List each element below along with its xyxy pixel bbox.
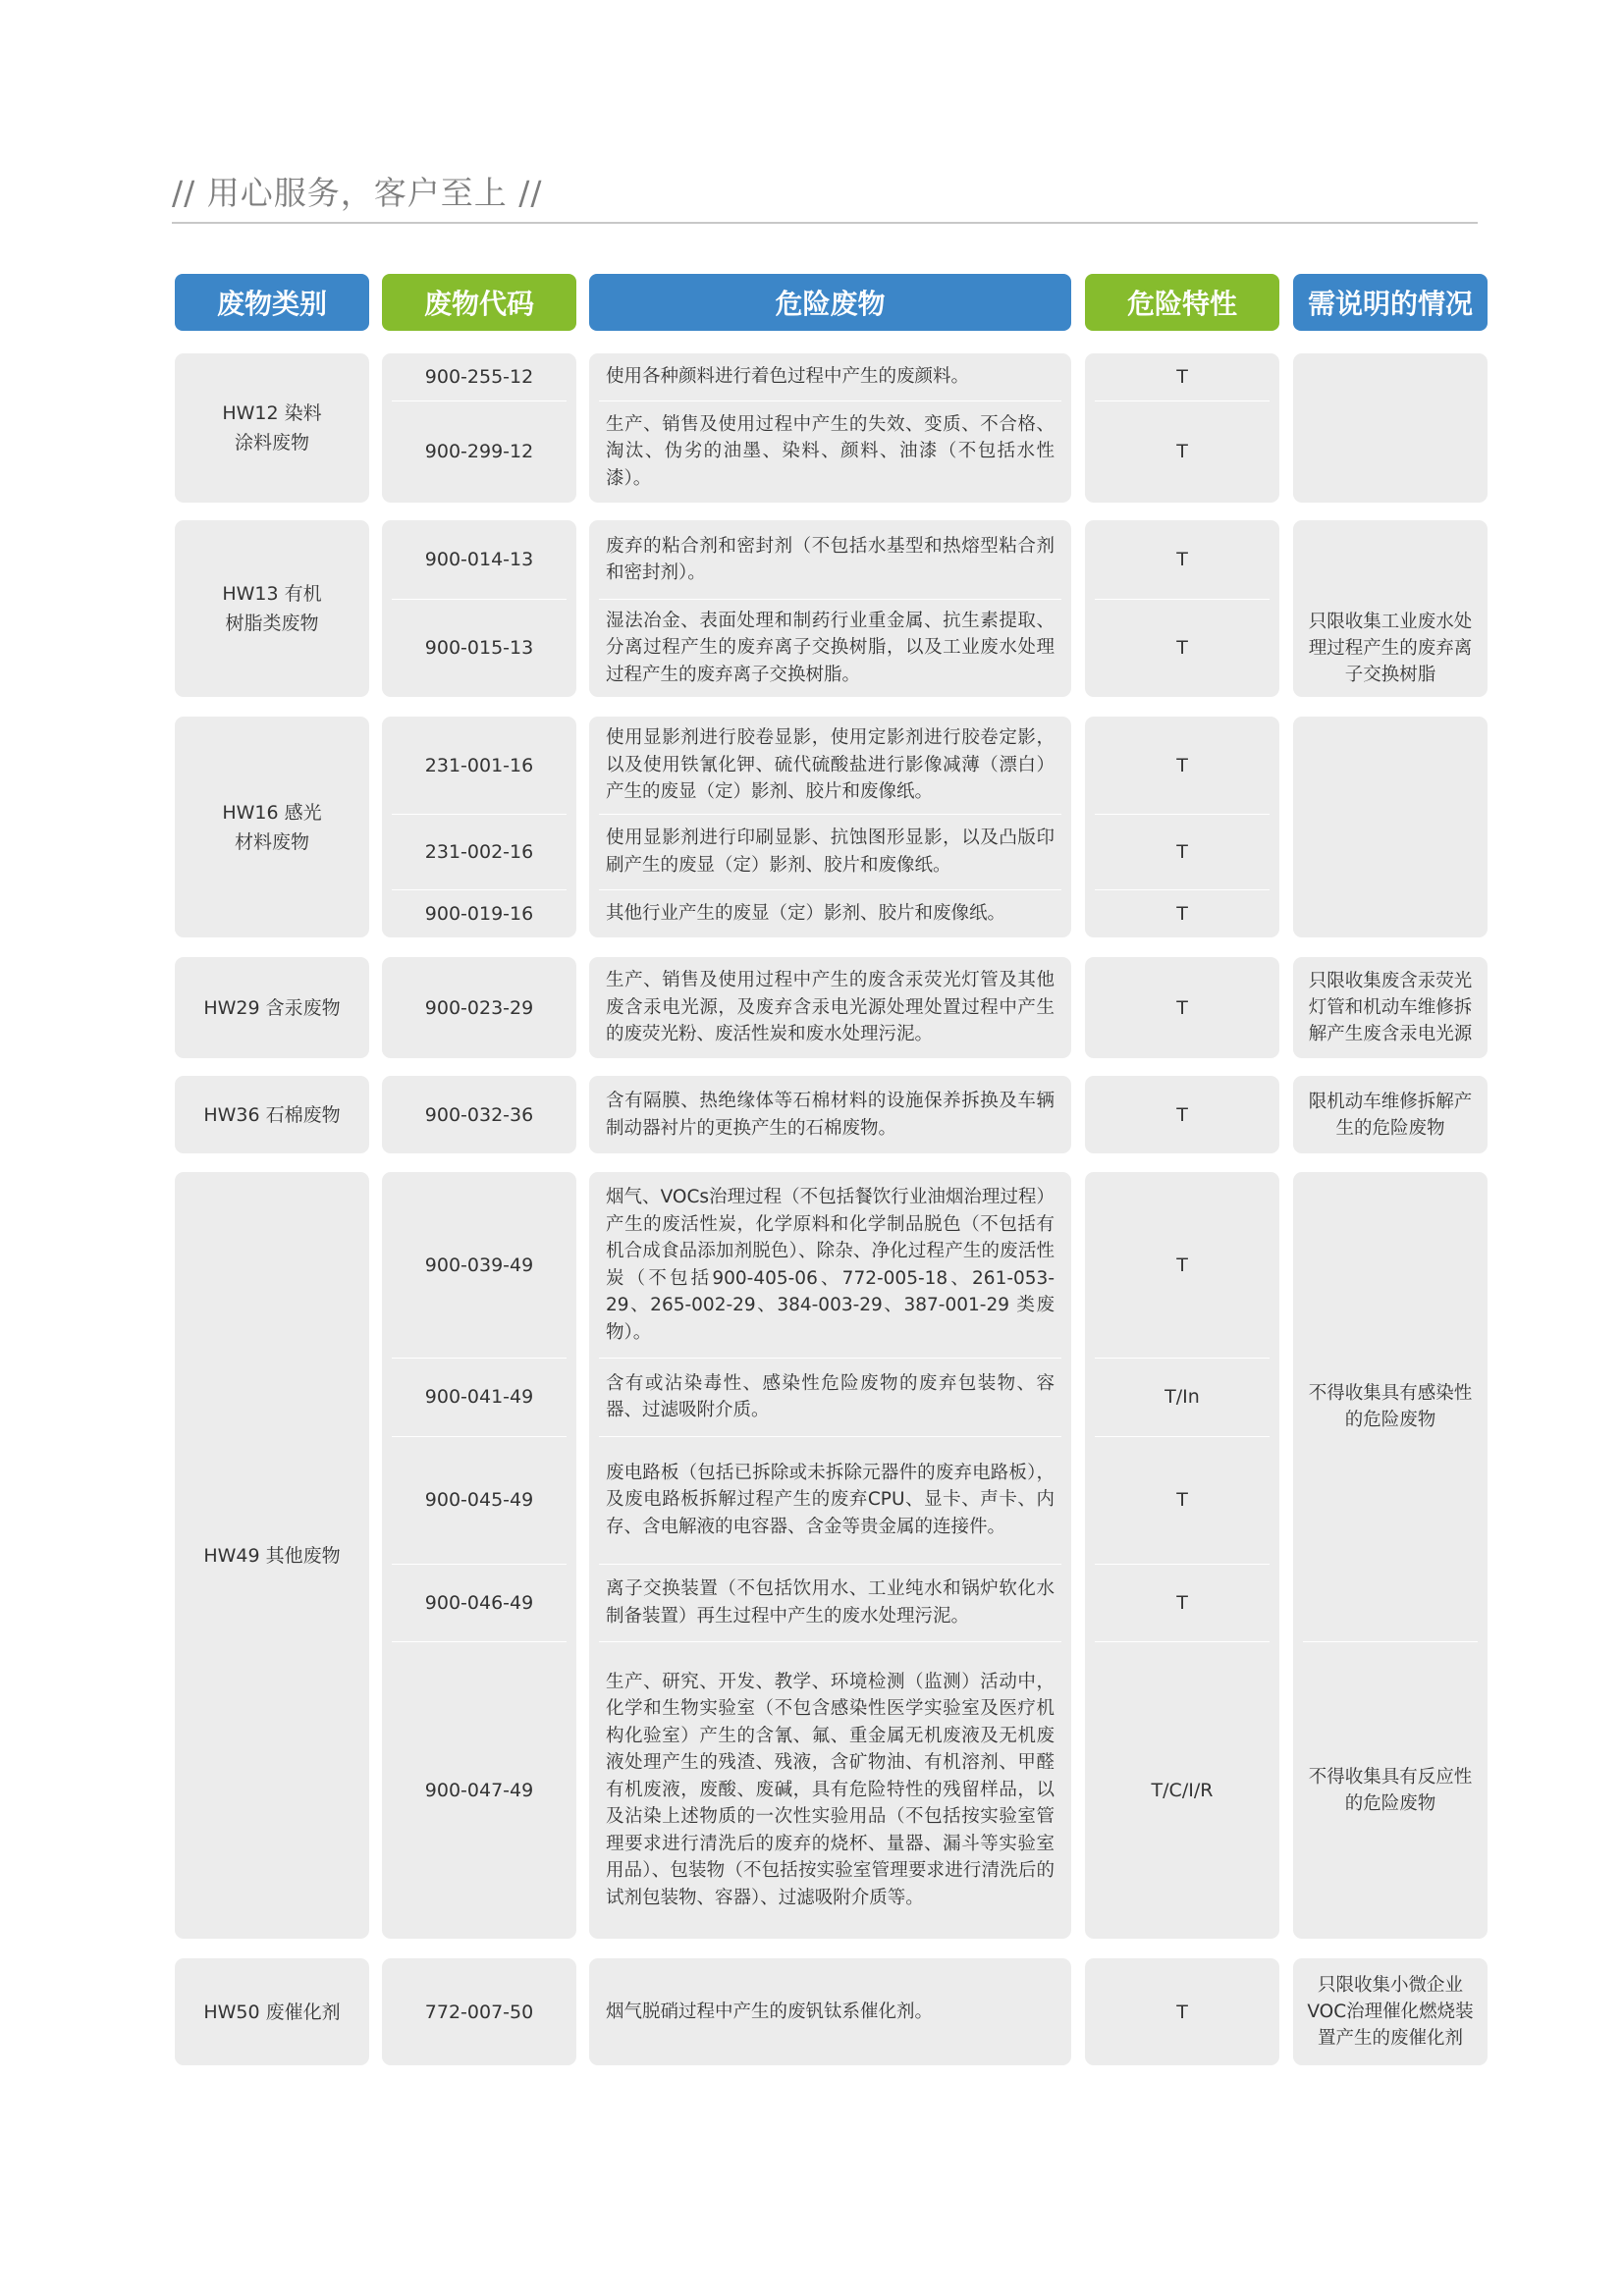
waste-description: 烟气脱硝过程中产生的废钒钛系催化剂。	[606, 2001, 934, 2022]
cell-bg-note	[1293, 717, 1488, 937]
row-divider	[392, 1358, 567, 1359]
row-divider	[1095, 599, 1270, 600]
hazard-code: T	[1176, 549, 1188, 570]
category-label: HW29 含汞废物	[203, 996, 341, 1019]
category-label: HW49 其他废物	[203, 1544, 341, 1567]
row-divider	[1095, 814, 1270, 815]
row-divider	[599, 1358, 1061, 1359]
waste-description: 使用各种颜料进行着色过程中产生的废颜料。	[606, 366, 970, 388]
waste-code: 900-014-13	[424, 549, 534, 570]
hazard-code: T	[1176, 441, 1188, 462]
category-label: HW12 染料 涂料废物	[222, 402, 322, 454]
header-category: 废物类别	[175, 274, 369, 331]
waste-code: 900-023-29	[424, 996, 534, 1019]
category-label: HW50 废催化剂	[203, 2001, 341, 2023]
category-label: HW16 感光 材料废物	[222, 801, 322, 853]
row-divider	[1095, 1641, 1270, 1642]
row-divider	[1095, 889, 1270, 890]
hazard-code: T	[1176, 2001, 1188, 2023]
waste-code: 900-015-13	[424, 637, 534, 659]
header-waste: 危险废物	[589, 274, 1071, 331]
waste-code: 900-255-12	[424, 366, 534, 388]
row-divider	[599, 1436, 1061, 1437]
waste-description: 生产、销售及使用过程中产生的失效、变质、不合格、淘汰、伪劣的油墨、染料、颜料、油漆（不包括水性漆）。	[606, 413, 1055, 489]
hazard-code: T	[1176, 637, 1188, 659]
row-divider	[1095, 400, 1270, 401]
waste-description: 湿法冶金、表面处理和制药行业重金属、抗生素提取、分离过程产生的废弃离子交换树脂，以及工业废水处理过程产生的废弃离子交换树脂。	[606, 610, 1055, 685]
row-divider	[599, 889, 1061, 890]
waste-description: 其他行业产生的废显（定）影剂、胶片和废像纸。	[606, 902, 1006, 924]
waste-code: 900-019-16	[424, 902, 534, 925]
waste-code: 900-045-49	[424, 1489, 534, 1511]
hazard-code: T	[1176, 366, 1188, 388]
waste-code: 772-007-50	[424, 2001, 534, 2023]
waste-code: 900-299-12	[424, 441, 534, 462]
row-divider	[392, 599, 567, 600]
row-divider	[392, 889, 567, 890]
waste-code: 231-002-16	[424, 840, 534, 863]
waste-code: 231-001-16	[424, 754, 534, 776]
row-divider	[599, 1564, 1061, 1565]
row-divider	[599, 1641, 1061, 1642]
waste-code: 900-047-49	[424, 1779, 534, 1801]
note-text: 不得收集具有感染性的危险废物	[1308, 1383, 1473, 1430]
row-divider	[392, 1641, 567, 1642]
note-text: 不得收集具有反应性的危险废物	[1308, 1766, 1473, 1814]
row-divider	[599, 400, 1061, 401]
waste-code: 900-046-49	[424, 1591, 534, 1614]
waste-description: 含有或沾染毒性、感染性危险废物的废弃包装物、容器、过滤吸附介质。	[606, 1372, 1055, 1420]
waste-description: 使用显影剂进行胶卷显影，使用定影剂进行胶卷定影，以及使用铁氰化钾、硫代硫酸盐进行影像减薄（漂白）产生的废显（定）影剂、胶片和废像纸。	[606, 727, 1055, 803]
waste-description: 生产、销售及使用过程中产生的废含汞荧光灯管及其他废含汞电光源，及废弃含汞电光源处理处置过程中产生的废荧光粉、废活性炭和废水处理污泥。	[606, 970, 1055, 1045]
row-divider	[392, 1564, 567, 1565]
header-code: 废物代码	[382, 274, 576, 331]
waste-description: 废电路板（包括已拆除或未拆除元器件的废弃电路板），及废电路板拆解过程产生的废弃CPU、显卡、声卡、内存、含电解液的电容器、含金等贵金属的连接件。	[606, 1462, 1055, 1537]
hazard-code: T/In	[1164, 1386, 1200, 1408]
note-text: 只限收集小微企业VOC治理催化燃烧装置产生的废催化剂	[1307, 1975, 1474, 2049]
row-divider	[392, 400, 567, 401]
hazard-code: T	[1176, 1591, 1188, 1614]
hazard-code: T	[1176, 1489, 1188, 1511]
hazard-code: T	[1176, 754, 1188, 776]
row-divider	[392, 814, 567, 815]
hazard-code: T	[1176, 840, 1188, 863]
note-text: 只限收集废含汞荧光灯管和机动车维修拆解产生废含汞电光源	[1308, 971, 1473, 1044]
row-divider	[1095, 1564, 1270, 1565]
hazard-code: T	[1176, 1103, 1188, 1126]
cell-bg-note	[1293, 353, 1488, 503]
waste-code: 900-041-49	[424, 1386, 534, 1408]
waste-description: 含有隔膜、热绝缘体等石棉材料的设施保养拆换及车辆制动器衬片的更换产生的石棉废物。	[606, 1091, 1055, 1139]
category-label: HW13 有机 树脂类废物	[222, 583, 322, 634]
waste-code: 900-039-49	[424, 1254, 534, 1276]
row-divider	[1095, 1436, 1270, 1437]
note-text: 限机动车维修拆解产生的危险废物	[1308, 1091, 1473, 1139]
page-header-text: // 用心服务，客户至上 //	[172, 174, 543, 212]
page-header	[172, 165, 1478, 224]
header-note: 需说明的情况	[1293, 274, 1488, 331]
hazard-code: T	[1176, 1254, 1188, 1276]
waste-description: 烟气、VOCs治理过程（不包括餐饮行业油烟治理过程）产生的废活性炭，化学原料和化学制品脱色（不包括有机合成食品添加剂脱色）、除杂、净化过程产生的废活性炭（不包括900-405-06、772-005-18、261-053-29、265-002-29、384-003-29、387-001-29 类废物）。	[606, 1187, 1055, 1343]
hazard-code: T	[1176, 902, 1188, 925]
waste-description: 使用显影剂进行印刷显影、抗蚀图形显影，以及凸版印刷产生的废显（定）影剂、胶片和废像纸。	[606, 828, 1055, 876]
hazard-code: T/C/I/R	[1151, 1779, 1214, 1801]
waste-description: 离子交换装置（不包括饮用水、工业纯水和锅炉软化水制备装置）再生过程中产生的废水处理污泥。	[606, 1578, 1055, 1627]
row-divider	[1095, 1358, 1270, 1359]
waste-code: 900-032-36	[424, 1103, 534, 1126]
row-divider	[392, 1436, 567, 1437]
hazard-code: T	[1176, 996, 1188, 1019]
header-hazard: 危险特性	[1085, 274, 1279, 331]
category-label: HW36 石棉废物	[203, 1103, 341, 1126]
row-divider	[599, 814, 1061, 815]
waste-description: 生产、研究、开发、教学、环境检测（监测）活动中，化学和生物实验室（不包含感染性医学实验室及医疗机构化验室）产生的含氰、氟、重金属无机废液及无机废液处理产生的残渣、残液，含矿物油、有机溶剂、甲醛有机废液，废酸、废碱，具有危险特性的残留样品，以及沾染上述物质的一次性实验用品（不包括按实验室管理要求进行清洗后的废弃的烧杯、量器、漏斗等实验室用品）、包装物（不包括按实验室管理要求进行清洗后的试剂包装物、容器）、过滤吸附介质等。	[606, 1671, 1055, 1908]
waste-description: 废弃的粘合剂和密封剂（不包括水基型和热熔型粘合剂和密封剂）。	[606, 535, 1055, 583]
row-divider	[599, 599, 1061, 600]
note-text: 只限收集工业废水处理过程产生的废弃离子交换树脂	[1308, 611, 1473, 685]
